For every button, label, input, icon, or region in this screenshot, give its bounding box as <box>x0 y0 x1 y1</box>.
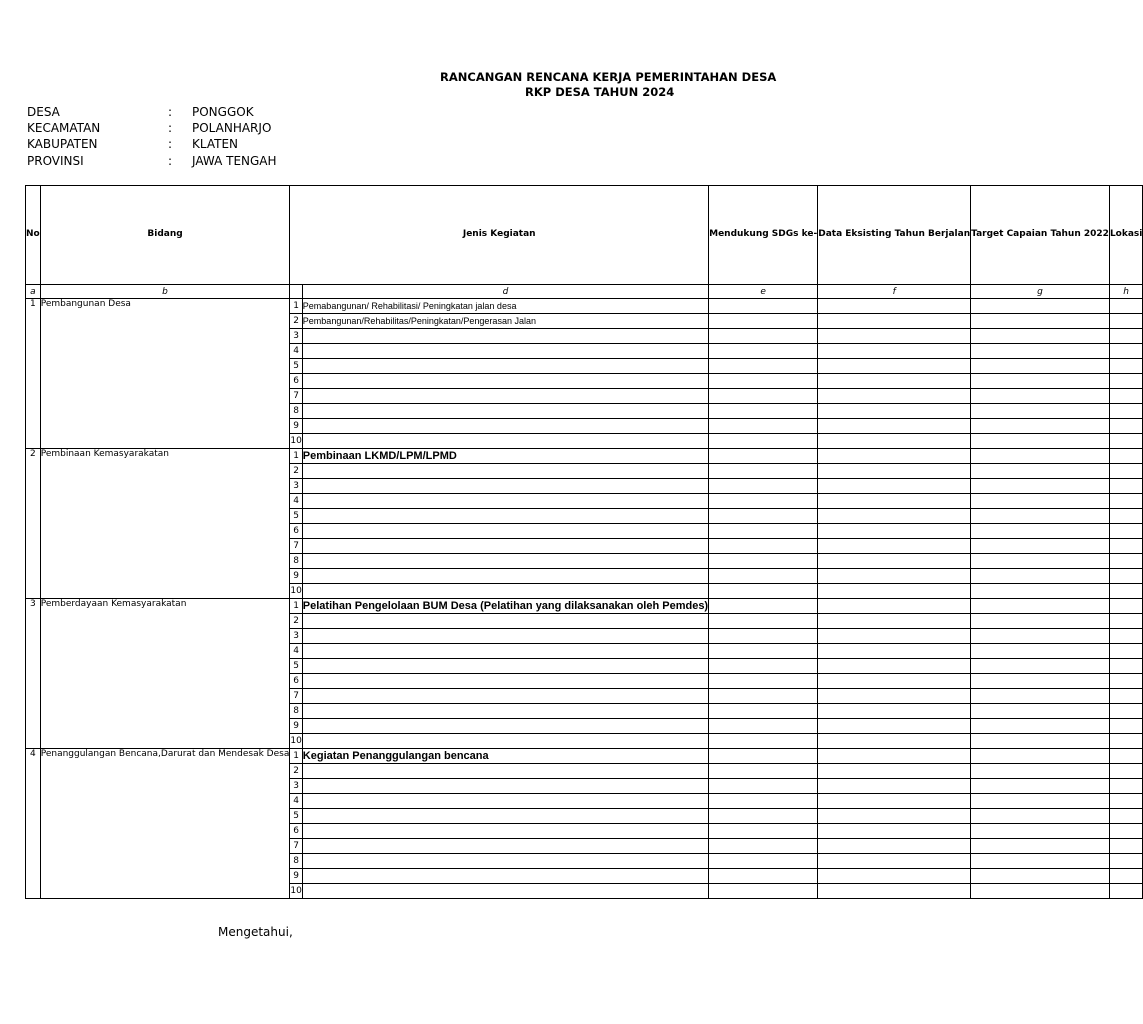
data-eksisting-cell <box>818 329 971 344</box>
jenis-kegiatan-cell <box>302 314 708 329</box>
sdgs-cell <box>709 539 818 554</box>
data-eksisting-cell <box>818 344 971 359</box>
identity-label-kecamatan: KECAMATAN <box>27 121 101 135</box>
data-eksisting-cell <box>818 359 971 374</box>
header-target-capaian: Target Capaian Tahun 2022 <box>971 186 1110 285</box>
item-number: 3 <box>290 779 302 794</box>
jenis-kegiatan-cell <box>302 809 708 824</box>
item-number: 6 <box>290 674 302 689</box>
target-cell <box>971 749 1110 764</box>
sdgs-cell <box>709 689 818 704</box>
item-number: 10 <box>290 584 302 599</box>
data-eksisting-cell <box>818 599 971 614</box>
jenis-kegiatan-cell <box>302 329 708 344</box>
item-number: 5 <box>290 659 302 674</box>
document-title: RANCANGAN RENCANA KERJA PEMERINTAHAN DESA <box>440 70 777 84</box>
lokasi-cell <box>1109 629 1142 644</box>
lokasi-cell <box>1109 389 1142 404</box>
sdgs-cell <box>709 809 818 824</box>
header-lokasi: Lokasi <box>1109 186 1142 285</box>
item-number: 8 <box>290 554 302 569</box>
jenis-kegiatan-cell <box>302 674 708 689</box>
target-cell <box>971 329 1110 344</box>
target-cell <box>971 404 1110 419</box>
item-number: 8 <box>290 704 302 719</box>
lokasi-cell <box>1109 524 1142 539</box>
lokasi-cell <box>1109 569 1142 584</box>
sdgs-cell <box>709 779 818 794</box>
data-eksisting-cell <box>818 734 971 749</box>
identity-label-desa: DESA <box>27 105 60 119</box>
lokasi-cell <box>1109 404 1142 419</box>
lokasi-cell <box>1109 359 1142 374</box>
sdgs-cell <box>709 419 818 434</box>
target-cell <box>971 434 1110 449</box>
target-cell <box>971 854 1110 869</box>
data-eksisting-cell <box>818 779 971 794</box>
jenis-kegiatan-cell <box>302 494 708 509</box>
item-number: 9 <box>290 719 302 734</box>
jenis-kegiatan-cell <box>302 419 708 434</box>
data-eksisting-cell <box>818 524 971 539</box>
data-eksisting-cell <box>818 509 971 524</box>
jenis-kegiatan-cell <box>302 554 708 569</box>
item-number: 7 <box>290 689 302 704</box>
section-bidang: Pembangunan Desa <box>40 299 290 449</box>
letter-f: f <box>818 285 971 299</box>
jenis-kegiatan-cell <box>302 704 708 719</box>
sdgs-cell <box>709 554 818 569</box>
sdgs-cell <box>709 839 818 854</box>
jenis-kegiatan-cell <box>302 344 708 359</box>
sdgs-cell <box>709 434 818 449</box>
data-eksisting-cell <box>818 689 971 704</box>
sdgs-cell <box>709 329 818 344</box>
table-row <box>26 299 1143 314</box>
data-eksisting-cell <box>818 614 971 629</box>
lokasi-cell <box>1109 344 1142 359</box>
lokasi-cell <box>1109 869 1142 884</box>
section-number: 4 <box>26 749 41 899</box>
sdgs-cell <box>709 314 818 329</box>
lokasi-cell <box>1109 839 1142 854</box>
item-number: 2 <box>290 464 302 479</box>
jenis-kegiatan-cell <box>302 509 708 524</box>
data-eksisting-cell <box>818 539 971 554</box>
sdgs-cell <box>709 674 818 689</box>
lokasi-cell <box>1109 719 1142 734</box>
item-number: 1 <box>290 749 302 764</box>
letter-e: e <box>709 285 818 299</box>
jenis-kegiatan-text: Pembangunan/Rehabilitas/Peningkatan/Pengerasan Jalan <box>302 316 536 326</box>
jenis-kegiatan-cell <box>302 434 708 449</box>
item-number: 8 <box>290 404 302 419</box>
target-cell <box>971 509 1110 524</box>
data-eksisting-cell <box>818 449 971 464</box>
document-subtitle: RKP DESA TAHUN 2024 <box>525 85 675 99</box>
identity-value-desa: PONGGOK <box>192 105 254 119</box>
data-eksisting-cell <box>818 704 971 719</box>
jenis-kegiatan-cell <box>302 884 708 899</box>
jenis-kegiatan-cell <box>302 359 708 374</box>
header-data-eksisting: Data Eksisting Tahun Berjalan <box>818 186 971 285</box>
jenis-kegiatan-cell <box>302 464 708 479</box>
data-eksisting-cell <box>818 869 971 884</box>
item-number: 9 <box>290 569 302 584</box>
target-cell <box>971 689 1110 704</box>
identity-value-kabupaten: KLATEN <box>192 137 238 151</box>
item-number: 10 <box>290 434 302 449</box>
lokasi-cell <box>1109 464 1142 479</box>
target-cell <box>971 764 1110 779</box>
data-eksisting-cell <box>818 569 971 584</box>
target-cell <box>971 779 1110 794</box>
item-number: 6 <box>290 524 302 539</box>
data-eksisting-cell <box>818 419 971 434</box>
target-cell <box>971 419 1110 434</box>
sdgs-cell <box>709 824 818 839</box>
sdgs-cell <box>709 464 818 479</box>
data-eksisting-cell <box>818 464 971 479</box>
sdgs-cell <box>709 869 818 884</box>
item-number: 10 <box>290 734 302 749</box>
item-number: 2 <box>290 764 302 779</box>
jenis-kegiatan-cell <box>302 689 708 704</box>
target-cell <box>971 809 1110 824</box>
lokasi-cell <box>1109 659 1142 674</box>
section-number: 1 <box>26 299 41 449</box>
item-number: 9 <box>290 419 302 434</box>
data-eksisting-cell <box>818 749 971 764</box>
lokasi-cell <box>1109 419 1142 434</box>
item-number: 1 <box>290 299 302 314</box>
lokasi-cell <box>1109 704 1142 719</box>
lokasi-cell <box>1109 689 1142 704</box>
sdgs-cell <box>709 359 818 374</box>
lokasi-cell <box>1109 299 1142 314</box>
sdgs-cell <box>709 884 818 899</box>
data-eksisting-cell <box>818 299 971 314</box>
jenis-kegiatan-cell <box>302 869 708 884</box>
letter-blank <box>290 285 302 299</box>
data-eksisting-cell <box>818 374 971 389</box>
lokasi-cell <box>1109 554 1142 569</box>
item-number: 3 <box>290 479 302 494</box>
jenis-kegiatan-cell <box>302 524 708 539</box>
target-cell <box>971 479 1110 494</box>
lokasi-cell <box>1109 854 1142 869</box>
lokasi-cell <box>1109 614 1142 629</box>
item-number: 3 <box>290 629 302 644</box>
data-eksisting-cell <box>818 434 971 449</box>
identity-label-provinsi: PROVINSI <box>27 154 84 168</box>
jenis-kegiatan-cell <box>302 794 708 809</box>
section-number: 3 <box>26 599 41 749</box>
lokasi-cell <box>1109 449 1142 464</box>
item-number: 5 <box>290 809 302 824</box>
item-number: 7 <box>290 539 302 554</box>
jenis-kegiatan-cell <box>302 749 708 764</box>
data-eksisting-cell <box>818 719 971 734</box>
letter-b: b <box>40 285 290 299</box>
target-cell <box>971 494 1110 509</box>
jenis-kegiatan-cell <box>302 539 708 554</box>
target-cell <box>971 539 1110 554</box>
data-eksisting-cell <box>818 824 971 839</box>
data-eksisting-cell <box>818 554 971 569</box>
target-cell <box>971 344 1110 359</box>
data-eksisting-cell <box>818 674 971 689</box>
data-eksisting-cell <box>818 809 971 824</box>
jenis-kegiatan-text: Kegiatan Penanggulangan bencana <box>302 750 489 762</box>
jenis-kegiatan-cell <box>302 374 708 389</box>
letter-g: g <box>971 285 1110 299</box>
target-cell <box>971 449 1110 464</box>
target-cell <box>971 599 1110 614</box>
lokasi-cell <box>1109 329 1142 344</box>
lokasi-cell <box>1109 539 1142 554</box>
lokasi-cell <box>1109 824 1142 839</box>
sdgs-cell <box>709 404 818 419</box>
data-eksisting-cell <box>818 389 971 404</box>
sdgs-cell <box>709 569 818 584</box>
lokasi-cell <box>1109 434 1142 449</box>
data-eksisting-cell <box>818 764 971 779</box>
target-cell <box>971 659 1110 674</box>
sdgs-cell <box>709 719 818 734</box>
target-cell <box>971 824 1110 839</box>
lokasi-cell <box>1109 794 1142 809</box>
sdgs-cell <box>709 584 818 599</box>
sdgs-cell <box>709 629 818 644</box>
data-eksisting-cell <box>818 644 971 659</box>
jenis-kegiatan-cell <box>302 734 708 749</box>
jenis-kegiatan-text: Pembinaan LKMD/LPM/LPMD <box>302 450 457 462</box>
lokasi-cell <box>1109 494 1142 509</box>
item-number: 6 <box>290 824 302 839</box>
target-cell <box>971 674 1110 689</box>
lokasi-cell <box>1109 599 1142 614</box>
item-number: 3 <box>290 329 302 344</box>
identity-value-kecamatan: POLANHARJO <box>192 121 272 135</box>
target-cell <box>971 839 1110 854</box>
header-sdgs: Mendukung SDGs ke- <box>709 186 818 285</box>
data-eksisting-cell <box>818 839 971 854</box>
sdgs-cell <box>709 659 818 674</box>
lokasi-cell <box>1109 809 1142 824</box>
sdgs-cell <box>709 344 818 359</box>
section-number: 2 <box>26 449 41 599</box>
jenis-kegiatan-cell <box>302 854 708 869</box>
jenis-kegiatan-cell <box>302 644 708 659</box>
jenis-kegiatan-cell <box>302 599 708 614</box>
item-number: 4 <box>290 644 302 659</box>
target-cell <box>971 299 1110 314</box>
jenis-kegiatan-cell <box>302 839 708 854</box>
sdgs-cell <box>709 734 818 749</box>
sdgs-cell <box>709 704 818 719</box>
item-number: 1 <box>290 449 302 464</box>
jenis-kegiatan-cell <box>302 614 708 629</box>
sdgs-cell <box>709 509 818 524</box>
table-row <box>26 749 1143 764</box>
jenis-kegiatan-cell <box>302 584 708 599</box>
sdgs-cell <box>709 614 818 629</box>
target-cell <box>971 629 1110 644</box>
target-cell <box>971 314 1110 329</box>
item-number: 2 <box>290 314 302 329</box>
target-cell <box>971 884 1110 899</box>
identity-sep: : <box>168 137 173 151</box>
table-row <box>26 599 1143 614</box>
identity-sep: : <box>168 154 173 168</box>
jenis-kegiatan-text: Pelatihan Pengelolaan BUM Desa (Pelatihan yang dilaksanakan oleh Pemdes) <box>302 600 709 612</box>
lokasi-cell <box>1109 509 1142 524</box>
data-eksisting-cell <box>818 854 971 869</box>
item-number: 5 <box>290 359 302 374</box>
lokasi-cell <box>1109 644 1142 659</box>
section-bidang: Pemberdayaan Kemasyarakatan <box>40 599 290 749</box>
target-cell <box>971 869 1110 884</box>
item-number: 8 <box>290 854 302 869</box>
letter-a: a <box>26 285 41 299</box>
lokasi-cell <box>1109 884 1142 899</box>
lokasi-cell <box>1109 734 1142 749</box>
jenis-kegiatan-text: Pemabangunan/ Rehabilitasi/ Peningkatan jalan desa <box>302 301 517 311</box>
target-cell <box>971 569 1110 584</box>
header-no: No <box>26 186 41 285</box>
letter-row <box>26 285 1143 299</box>
header-jenis-kegiatan: Jenis Kegiatan <box>290 186 709 285</box>
lokasi-cell <box>1109 584 1142 599</box>
data-eksisting-cell <box>818 884 971 899</box>
item-number: 9 <box>290 869 302 884</box>
data-eksisting-cell <box>818 479 971 494</box>
section-bidang: Penanggulangan Bencana,Darurat dan Mendesak Desa <box>40 749 290 899</box>
jenis-kegiatan-cell <box>302 569 708 584</box>
target-cell <box>971 359 1110 374</box>
target-cell <box>971 389 1110 404</box>
jenis-kegiatan-cell <box>302 824 708 839</box>
target-cell <box>971 614 1110 629</box>
target-cell <box>971 734 1110 749</box>
mengetahui-label: Mengetahui, <box>218 925 293 939</box>
header-row <box>26 186 1143 285</box>
lokasi-cell <box>1109 314 1142 329</box>
jenis-kegiatan-cell <box>302 404 708 419</box>
letter-h: h <box>1109 285 1142 299</box>
sdgs-cell <box>709 599 818 614</box>
lokasi-cell <box>1109 374 1142 389</box>
item-number: 7 <box>290 389 302 404</box>
target-cell <box>971 464 1110 479</box>
lokasi-cell <box>1109 674 1142 689</box>
sdgs-cell <box>709 794 818 809</box>
data-eksisting-cell <box>818 659 971 674</box>
target-cell <box>971 794 1110 809</box>
data-eksisting-cell <box>818 314 971 329</box>
header-bidang: Bidang <box>40 186 290 285</box>
data-eksisting-cell <box>818 794 971 809</box>
sdgs-cell <box>709 524 818 539</box>
target-cell <box>971 374 1110 389</box>
jenis-kegiatan-cell <box>302 719 708 734</box>
sdgs-cell <box>709 389 818 404</box>
identity-value-provinsi: JAWA TENGAH <box>192 154 277 168</box>
target-cell <box>971 524 1110 539</box>
sdgs-cell <box>709 494 818 509</box>
target-cell <box>971 644 1110 659</box>
sdgs-cell <box>709 299 818 314</box>
target-cell <box>971 719 1110 734</box>
lokasi-cell <box>1109 749 1142 764</box>
jenis-kegiatan-cell <box>302 299 708 314</box>
identity-sep: : <box>168 121 173 135</box>
sdgs-cell <box>709 479 818 494</box>
sdgs-cell <box>709 749 818 764</box>
jenis-kegiatan-cell <box>302 389 708 404</box>
item-number: 6 <box>290 374 302 389</box>
item-number: 5 <box>290 509 302 524</box>
section-bidang: Pembinaan Kemasyarakatan <box>40 449 290 599</box>
data-eksisting-cell <box>818 494 971 509</box>
item-number: 10 <box>290 884 302 899</box>
item-number: 4 <box>290 494 302 509</box>
lokasi-cell <box>1109 779 1142 794</box>
lokasi-cell <box>1109 764 1142 779</box>
identity-sep: : <box>168 105 173 119</box>
jenis-kegiatan-cell <box>302 764 708 779</box>
data-eksisting-cell <box>818 404 971 419</box>
target-cell <box>971 584 1110 599</box>
sdgs-cell <box>709 854 818 869</box>
sdgs-cell <box>709 764 818 779</box>
item-number: 7 <box>290 839 302 854</box>
data-eksisting-cell <box>818 629 971 644</box>
jenis-kegiatan-cell <box>302 449 708 464</box>
item-number: 1 <box>290 599 302 614</box>
jenis-kegiatan-cell <box>302 629 708 644</box>
item-number: 4 <box>290 344 302 359</box>
item-number: 4 <box>290 794 302 809</box>
sdgs-cell <box>709 644 818 659</box>
jenis-kegiatan-cell <box>302 479 708 494</box>
lokasi-cell <box>1109 479 1142 494</box>
sdgs-cell <box>709 374 818 389</box>
sdgs-cell <box>709 449 818 464</box>
letter-d: d <box>302 285 708 299</box>
rkp-table <box>25 185 1143 899</box>
identity-label-kabupaten: KABUPATEN <box>27 137 98 151</box>
data-eksisting-cell <box>818 584 971 599</box>
jenis-kegiatan-cell <box>302 659 708 674</box>
jenis-kegiatan-cell <box>302 779 708 794</box>
target-cell <box>971 554 1110 569</box>
table-row <box>26 449 1143 464</box>
target-cell <box>971 704 1110 719</box>
item-number: 2 <box>290 614 302 629</box>
